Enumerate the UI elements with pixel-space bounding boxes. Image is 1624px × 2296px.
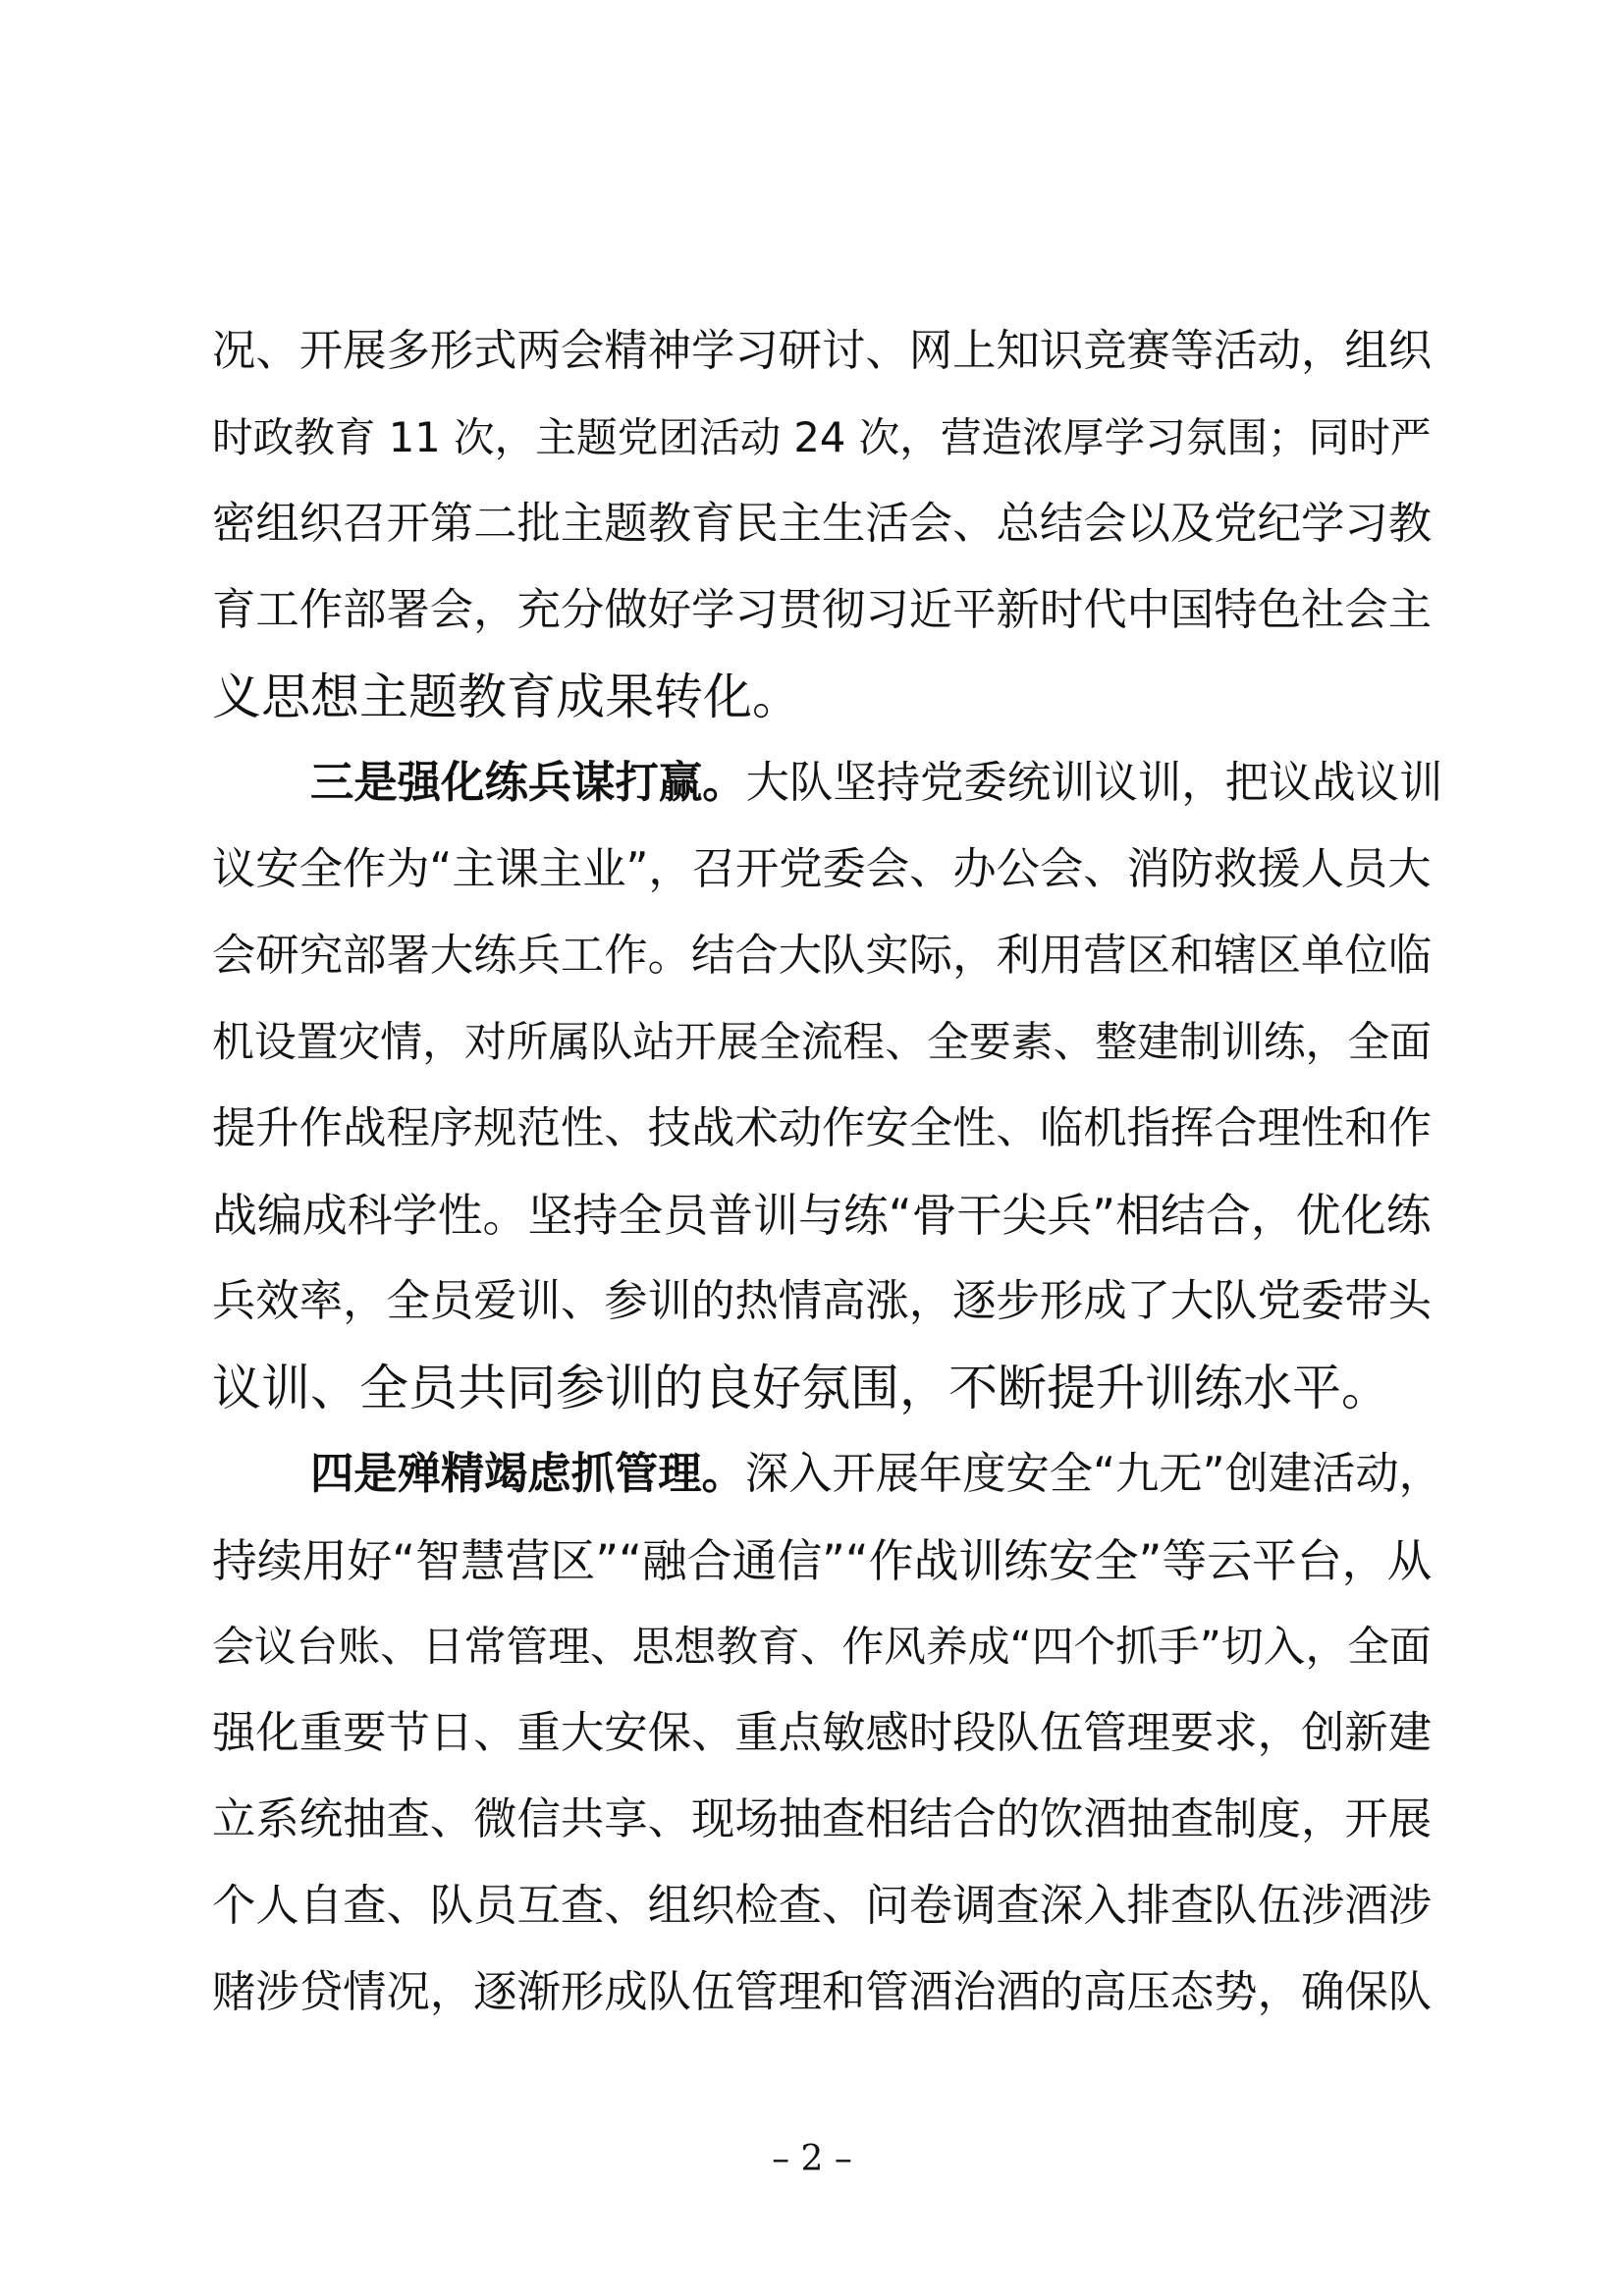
text-line: 议训、全员共同参训的良好氛围，不断提升训练水平。 [212,1360,1390,1416]
text-line: 立系统抽查、微信共享、现场抽查相结合的饮酒抽查制度，开展 [212,1794,1433,1844]
text-line [212,1431,1442,1518]
paragraph-3 [212,1431,1442,2036]
text-line: 持续用好“智慧营区”“融合通信”“作战训练安全”等云平台，从 [212,1534,1433,1587]
text-line: 个人自查、队员互查、组织检查、问卷调查深入排查队伍涉酒涉 [212,1881,1433,1931]
text-line: 机设置灾情，对所属队站开展全流程、全要素、整建制训练，全面 [212,1018,1433,1067]
section-heading: 四是殚精竭虑抓管理。 [310,1449,745,1499]
paragraph-1 [212,308,1432,740]
document-body [212,308,1443,2036]
text-run: 大队坚持党委统训议训，把议战议训 [745,758,1443,808]
text-line: 强化重要节日、重大安保、重点敏感时段队伍管理要求，创新建 [212,1708,1433,1758]
section-heading: 三是强化练兵谋打赢。 [310,758,746,808]
text-line: 密组织召开第二批主题教育民主生活会、总结会以及党纪学习教 [212,499,1433,549]
text-line: 议安全作为“主课主业”，召开党委会、办公会、消防救援人员大 [212,844,1432,894]
text-line: 育工作部署会，充分做好学习贯彻习近平新时代中国特色社会主 [212,585,1433,635]
text-line: 会议台账、日常管理、思想教育、作风养成“四个抓手”切入，全面 [212,1623,1432,1672]
text-run: 深入开展年度安全“九无”创建活动， [744,1449,1442,1499]
text-line: 兵效率，全员爱训、参训的热情高涨，逐步形成了大队党委带头 [212,1276,1433,1326]
text-line: 战编成科学性。坚持全员普训与练“骨干尖兵”相结合，优化练 [212,1189,1432,1242]
text-line: 况、开展多形式两会精神学习研讨、网上知识竞赛等活动，组织 [212,326,1433,376]
text-line: 赌涉贷情况，逐渐形成队伍管理和管酒治酒的高压态势，确保队 [212,1967,1433,2017]
text-line: 义思想主题教育成果转化。 [212,668,801,725]
text-line: 时政教育 11 次，主题党团活动 24 次，营造浓厚学习氛围；同时严 [212,413,1432,461]
paragraph-2 [212,740,1443,1431]
text-line: 会研究部署大练兵工作。结合大队实际，利用营区和辖区单位临 [212,931,1433,981]
text-line: 提升作战程序规范性、技战术动作安全性、临机指挥合理性和作 [212,1103,1433,1153]
text-line [212,740,1443,827]
page-number: – 2 – [772,2139,852,2179]
